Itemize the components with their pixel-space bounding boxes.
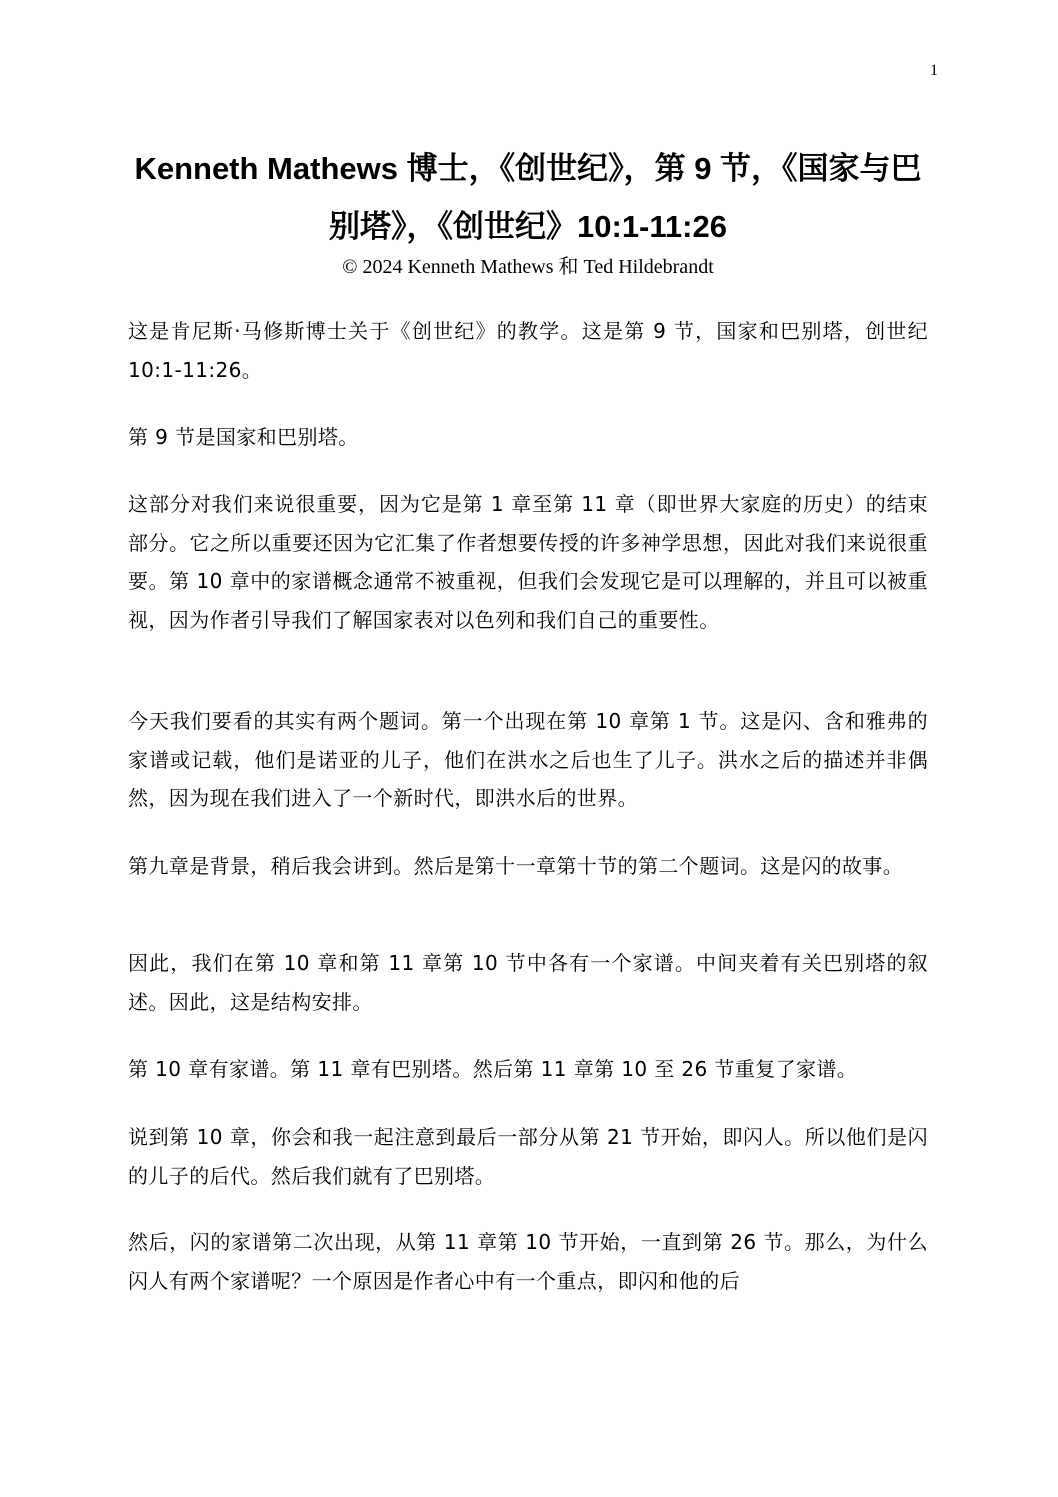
paragraph-1: 这是肯尼斯·马修斯博士关于《创世纪》的教学。这是第 9 节，国家和巴别塔，创世纪 10:1-11:26。 — [128, 319, 928, 382]
paragraph-8: 说到第 10 章，你会和我一起注意到最后一部分从第 21 节开始，即闪人。所以他们是闪的儿子的后代。然后我们就有了巴别塔。 — [128, 1125, 928, 1188]
paragraph-9: 然后，闪的家谱第二次出现，从第 11 章第 10 节开始，一直到第 26 节。那么，为什么闪人有两个家谱呢？一个原因是作者心中有一个重点，即闪和他的后 — [128, 1230, 928, 1293]
copyright-line: © 2024 Kenneth Mathews 和 Ted Hildebrandt — [342, 256, 714, 278]
paragraph-6: 因此，我们在第 10 章和第 11 章第 10 节中各有一个家谱。中间夹着有关巴别塔的叙述。因此，这是结构安排。 — [128, 951, 928, 1014]
paragraph-7: 第 10 章有家谱。第 11 章有巴别塔。然后第 11 章第 10 至 26 节重复了家谱。 — [128, 1057, 858, 1081]
paragraph-2: 第 9 节是国家和巴别塔。 — [128, 425, 359, 449]
document-title: Kenneth Mathews 博士，《创世纪》，第 9 节，《国家与巴别塔》，《创世纪》10:1-11:26 — [134, 151, 922, 244]
paragraph-4: 今天我们要看的其实有两个题词。第一个出现在第 10 章第 1 节。这是闪、含和雅弗的家谱或记载，他们是诺亚的儿子，他们在洪水之后也生了儿子。洪水之后的描述并非偶然，因为现在我们进入了一个新时代，即洪水后的世界。 — [128, 709, 928, 810]
paragraph-3: 这部分对我们来说很重要，因为它是第 1 章至第 11 章（即世界大家庭的历史）的结束部分。它之所以重要还因为它汇集了作者想要传授的许多神学思想，因此对我们来说很重要。第 10 章中的家谱概念通常不被重视，但我们会发现它是可以理解的，并且可以被重视，因为作者引导我们了解国家表对以色列和我们自己的重要性。 — [128, 492, 928, 632]
paragraph-5: 第九章是背景，稍后我会讲到。然后是第十一章第十节的第二个题词。这是闪的故事。 — [128, 854, 904, 878]
page-number: 1 — [930, 62, 938, 79]
